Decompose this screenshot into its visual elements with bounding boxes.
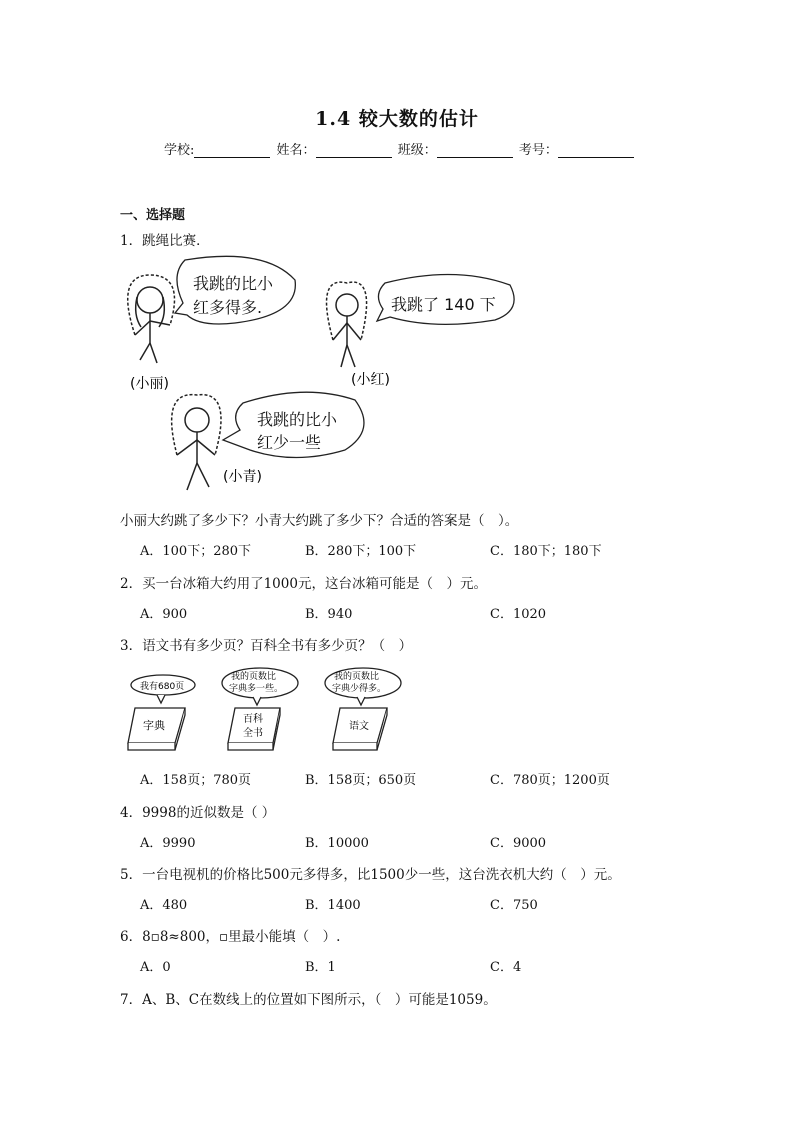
q1-stem: 1．跳绳比赛． xyxy=(120,233,210,249)
book2-bubble-line2: 字典多一些。 xyxy=(229,684,284,694)
book2-label-line1: 百科 xyxy=(243,714,263,725)
school-label: 学校: xyxy=(164,143,195,158)
bubble-xiaoqing-line2: 红少一些 xyxy=(257,433,322,452)
q2-option-b: B．940 xyxy=(305,607,353,622)
q6-option-b: B．1 xyxy=(305,960,336,975)
book3-bubble-line1: 我的页数比 xyxy=(334,672,380,682)
q5-option-b: B．1400 xyxy=(305,898,361,913)
q2-option-a: A．900 xyxy=(140,607,188,622)
q4-option-b: B．10000 xyxy=(305,836,369,851)
name-label: 姓名： xyxy=(276,143,316,158)
q6-option-c: C．4 xyxy=(490,960,522,975)
bubble-xiaoli-line1: 我跳的比小 xyxy=(193,274,274,293)
xiaohong-figure xyxy=(327,282,367,367)
label-xiaoqing: (小青) xyxy=(223,469,262,485)
label-xiaohong: (小红) xyxy=(351,372,390,388)
q1-option-b: B．280下；100下 xyxy=(305,544,417,559)
section-heading: 一、选择题 xyxy=(120,208,186,223)
q4-option-a: A．9990 xyxy=(140,836,196,851)
book1-label: 字典 xyxy=(143,719,165,732)
school-blank xyxy=(194,144,270,158)
q5-option-c: C．750 xyxy=(490,898,538,913)
q3-option-b: B．158页；650页 xyxy=(305,773,417,788)
q3-option-a: A．158页；780页 xyxy=(140,773,252,788)
book3-label: 语文 xyxy=(349,721,369,732)
q1-option-a: A．100下；280下 xyxy=(140,544,252,559)
page-title: 1.4 较大数的估计 xyxy=(315,108,479,130)
class-label: 班级： xyxy=(397,143,437,158)
q1-illustration xyxy=(115,255,535,500)
q7-stem: 7．A、B、C在数线上的位置如下图所示，（ ）可能是1059。 xyxy=(120,992,497,1008)
q1-question: 小丽大约跳了多少下？小青大约跳了多少下？合适的答案是（ ）。 xyxy=(120,513,519,529)
bubble-xiaoqing-line1: 我跳的比小 xyxy=(257,410,338,429)
student-info-line xyxy=(164,139,636,158)
book3-bubble-line2: 字典少得多。 xyxy=(332,684,387,694)
q3-illustration xyxy=(125,663,425,755)
q4-option-c: C．9000 xyxy=(490,836,547,851)
class-blank xyxy=(437,144,513,158)
book1-bubble: 我有680页 xyxy=(140,682,185,692)
q6-stem: 6．8▫8≈800，▫里最小能填（ ）. xyxy=(120,929,341,945)
book2-label-line2: 全书 xyxy=(243,728,263,739)
xiaoqing-figure xyxy=(172,395,221,490)
number-label: 考号： xyxy=(518,143,558,158)
q4-stem: 4．9998的近似数是（ ） xyxy=(120,805,276,821)
bubble-xiaohong-text: 我跳了 140 下 xyxy=(391,295,496,314)
q5-stem: 5．一台电视机的价格比500元多得多，比1500少一些，这台洗衣机大约（ ）元。 xyxy=(120,867,621,883)
number-blank xyxy=(558,144,634,158)
book2-bubble-line1: 我的页数比 xyxy=(231,672,277,682)
label-xiaoli: (小丽) xyxy=(130,376,169,392)
bubble-xiaoli-line2: 红多得多. xyxy=(193,298,263,317)
q6-option-a: A．0 xyxy=(140,960,171,975)
q5-option-a: A．480 xyxy=(140,898,188,913)
q3-stem: 3．语文书有多少页？百科全书有多少页？（ ） xyxy=(120,638,413,654)
q2-stem: 2．买一台冰箱大约用了1000元，这台冰箱可能是（ ）元。 xyxy=(120,576,487,592)
name-blank xyxy=(316,144,392,158)
q2-option-c: C．1020 xyxy=(490,607,547,622)
q3-option-c: C．780页；1200页 xyxy=(490,773,610,788)
xiaoli-figure xyxy=(128,275,175,363)
q1-option-c: C．180下；180下 xyxy=(490,544,602,559)
